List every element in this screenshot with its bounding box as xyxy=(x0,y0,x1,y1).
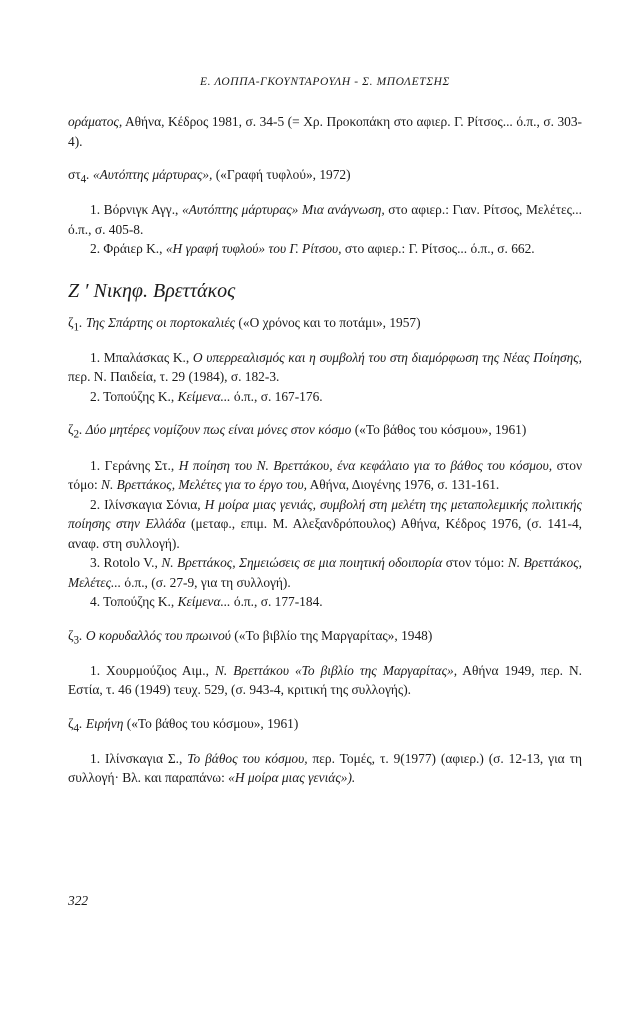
bibliography-entry xyxy=(68,348,582,387)
entry-title: Ο υπερρεαλισμός και η συμβολή του στη διαμόρφωση της Νέας Ποίησης, xyxy=(192,349,583,365)
entry-details: ό.π., σ. 177-184. xyxy=(230,594,323,610)
entry-author: 2. Φράιερ Κ., xyxy=(90,241,166,257)
subsection-source: («Το βάθος του κόσμου», 1961) xyxy=(351,422,527,438)
subsection-title: . «Αυτόπτης μάρτυρας», xyxy=(86,167,213,182)
entry-title: Κείμενα... xyxy=(177,594,231,610)
subsection-heading xyxy=(68,626,582,651)
subsection-label: ζ xyxy=(68,422,74,438)
entry-details: στον τόμο: xyxy=(68,457,583,493)
bibliography-entry xyxy=(68,239,582,259)
entry-title: Το βάθος του κόσμου, xyxy=(187,750,308,766)
continuation-italic: οράματος, xyxy=(68,114,123,129)
entry-author: 1. Ιλίνσκαγια Σ., xyxy=(90,750,188,766)
continuation-text: Αθήνα, Κέδρος 1981, σ. 34-5 (= Χρ. Προκοπάκη στο αφιερ. Γ. Ρίτσος... ό.π., σ. 303-4). xyxy=(68,114,582,149)
subsection-label: ζ xyxy=(68,314,74,330)
page-body xyxy=(68,112,582,788)
entry-publisher: Αθήνα, Διογένης 1976, σ. 131-161. xyxy=(306,477,500,493)
entry-title: Η ποίηση του Ν. Βρεττάκου, ένα κεφάλαιο για το βάθος του κόσμου, xyxy=(178,457,553,473)
subsection-heading xyxy=(68,420,582,445)
subsection-title: . Ειρήνη xyxy=(79,715,124,731)
subsection-number: 4 xyxy=(73,722,80,735)
subsection-label: ζ xyxy=(68,715,74,731)
entry-details: στον τόμο: xyxy=(442,555,508,571)
subsection-source: («Το βιβλίο της Μαργαρίτας», 1948) xyxy=(230,627,433,643)
subsection-number: 2 xyxy=(73,429,80,442)
subsection-number: 4 xyxy=(80,173,87,186)
bibliography-entry xyxy=(68,592,582,612)
entry-details: περ. Ν. Παιδεία, τ. 29 (1984), σ. 182-3. xyxy=(68,369,280,385)
entry-author: 1. Χουρμούζιος Αιμ., xyxy=(90,662,215,678)
bibliography-entry xyxy=(68,387,582,407)
subsection-number: 1 xyxy=(73,321,80,334)
running-head: Ε. ΛΟΠΠΑ-ΓΚΟΥΝΤΑΡΟΥΛΗ - Σ. ΜΠΟΛΕΤΣΗΣ xyxy=(200,76,450,88)
entry-title: Ν. Βρεττάκος, Σημειώσεις σε μια ποιητική οδοιπορία xyxy=(161,555,443,571)
subsection-heading xyxy=(68,165,582,190)
subsection-source: («Το βάθος του κόσμου», 1961) xyxy=(123,715,299,731)
entry-author: 2. Τοπούζης Κ., xyxy=(90,388,178,404)
section-title: Ζ ′ Νικηφ. Βρεττάκος xyxy=(68,279,236,302)
bibliography-entry xyxy=(68,553,582,592)
subsection-number: 3 xyxy=(73,634,80,647)
entry-volume-title: Ν. Βρεττάκος, Μελέτες... xyxy=(68,555,582,590)
entry-title: Ν. Βρεττάκου «Το βιβλίο της Μαργαρίτας», xyxy=(214,662,458,678)
entry-author: 2. Ιλίνσκαγια Σόνια, xyxy=(90,496,205,512)
entry-details: περ. Τομές, τ. 9(1977) (αφιερ.) (σ. 12-13, για τη συλλογή· Βλ. και παραπάνω: xyxy=(68,750,582,786)
entry-title: Κείμενα... xyxy=(177,388,231,404)
bibliography-entry xyxy=(68,749,582,788)
bibliography-entry xyxy=(68,661,582,700)
entry-details: (μεταφ., επιμ. Μ. Αλεξανδρόπουλος) Αθήνα, Κέδρος 1976, (σ. 141-4, αναφ. στη συλλογή). xyxy=(68,516,582,551)
entry-volume-title: Ν. Βρεττάκος, Μελέτες για το έργο του, xyxy=(101,477,307,493)
entry-author: 1. Μπαλάσκας Κ., xyxy=(90,349,193,365)
entry-title: «Η γραφή τυφλού» του Γ. Ρίτσου, xyxy=(165,241,342,257)
entry-publisher: ό.π., (σ. 27-9, για τη συλλογή). xyxy=(121,574,291,590)
continuation-paragraph xyxy=(68,112,582,151)
entry-details: Αθήνα 1949, περ. Ν. Εστία, τ. 46 (1949) τευχ. 529, (σ. 943-4, κριτική της συλλογής). xyxy=(68,662,582,698)
entry-crossref-title: «Η μοίρα μιας γενιάς»). xyxy=(228,770,356,786)
page-number: 322 xyxy=(68,893,89,908)
bibliography-entry xyxy=(68,495,582,554)
subsection-title: . Ο κορυδαλλός του πρωινού xyxy=(79,627,231,643)
bibliography-entry xyxy=(68,200,582,239)
entry-title: «Αυτόπτης μάρτυρας» Μια ανάγνωση, xyxy=(181,202,385,218)
subsection-label: στ xyxy=(68,167,81,182)
subsection-source: («Γραφή τυφλού», 1972) xyxy=(212,167,351,182)
entry-author: 1. Γεράνης Στ., xyxy=(90,457,179,473)
entry-author: 3. Rotolo V., xyxy=(90,555,162,571)
entry-details: στο αφιερ.: Γ. Ρίτσος... ό.π., σ. 662. xyxy=(341,241,535,257)
subsection-heading xyxy=(68,313,582,338)
subsection-heading xyxy=(68,714,582,739)
entry-author: 1. Βόρνιγκ Αγγ., xyxy=(90,202,182,218)
entry-title: Η μοίρα μιας γενιάς, συμβολή στη μελέτη της μεταπολεμικής πολιτικής ποίησης στην Ελλάδα xyxy=(68,496,582,532)
bibliography-entry xyxy=(68,456,582,495)
entry-author: 4. Τοπούζης Κ., xyxy=(90,594,178,610)
subsection-title: . Δύο μητέρες νομίζουν πως είναι μόνες στον κόσμο xyxy=(79,422,352,438)
entry-details: ό.π., σ. 167-176. xyxy=(230,388,323,404)
subsection-title: . Της Σπάρτης οι πορτοκαλιές xyxy=(79,314,236,330)
subsection-source: («Ο χρόνος και το ποτάμι», 1957) xyxy=(235,314,421,330)
entry-details: στο αφιερ.: Γιαν. Ρίτσος, Μελέτες... ό.π., σ. 405-8. xyxy=(68,202,582,237)
subsection-label: ζ xyxy=(68,627,74,643)
